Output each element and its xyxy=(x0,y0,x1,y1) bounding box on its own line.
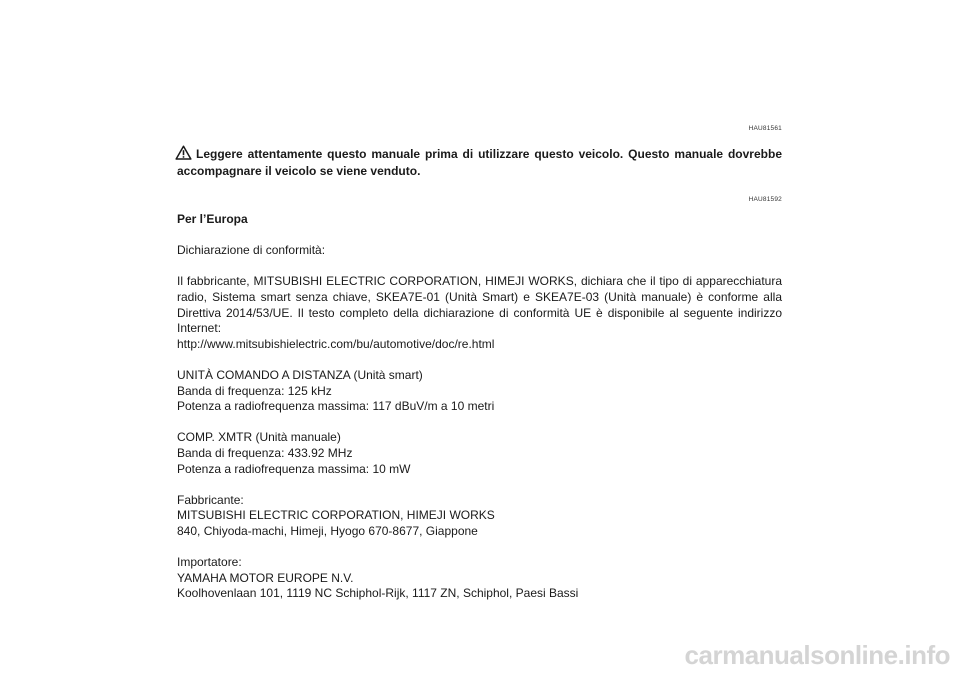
conformity-section xyxy=(177,212,782,602)
document-code-1: HAU81561 xyxy=(748,125,782,132)
manufacturer-address: 840, Chiyoda-machi, Himeji, Hyogo 670-8677, Giappone xyxy=(177,523,478,538)
document-code-2: HAU81592 xyxy=(748,196,782,203)
importer-address: Koolhovenlaan 101, 1119 NC Schiphol-Rijk, 1117 ZN, Schiphol, Paesi Bassi xyxy=(177,586,579,601)
smart-unit-name: UNITÀ COMANDO A DISTANZA (Unità smart) xyxy=(177,367,423,382)
smart-unit-power: Potenza a radiofrequenza massima: 117 dBuV/m a 10 metri xyxy=(177,399,495,414)
warning-text: Leggere attentamente questo manuale prima di utilizzare questo veicolo. Questo manuale dovrebbe accompagnare il veicolo se viene venduto. xyxy=(177,147,782,178)
manual-unit-power: Potenza a radiofrequenza massima: 10 mW xyxy=(177,461,411,476)
section-heading: Per l’Europa xyxy=(177,212,248,226)
importer-name: YAMAHA MOTOR EUROPE N.V. xyxy=(177,570,354,585)
declaration-text: Il fabbricante, MITSUBISHI ELECTRIC CORPORATION, HIMEJI WORKS, dichiara che il tipo di apparecchiatura radio, Sistema smart senza chiave, SKEA7E-01 (Unità Smart) e SKEA7E-03 (Unità manuale) è conforme alla Direttiva 2014/53/UE. Il testo completo della dichiarazione di conformità UE è disponibile al seguente indirizzo Internet: xyxy=(177,274,782,336)
manual-unit-name: COMP. XMTR (Unità manuale) xyxy=(177,430,341,445)
manufacturer-label: Fabbricante: xyxy=(177,492,244,507)
warning-triangle-icon xyxy=(175,145,192,160)
importer-label: Importatore: xyxy=(177,555,242,570)
manufacturer-name: MITSUBISHI ELECTRIC CORPORATION, HIMEJI WORKS xyxy=(177,508,495,523)
declaration-url: http://www.mitsubishielectric.com/bu/automotive/doc/re.html xyxy=(177,336,495,351)
watermark: carmanualsonline.info xyxy=(684,640,950,670)
warning-notice xyxy=(177,145,782,180)
manual-unit-band: Banda di frequenza: 433.92 MHz xyxy=(177,445,353,460)
smart-unit-band: Banda di frequenza: 125 kHz xyxy=(177,383,332,398)
declaration-title: Dichiarazione di conformità: xyxy=(177,243,326,258)
